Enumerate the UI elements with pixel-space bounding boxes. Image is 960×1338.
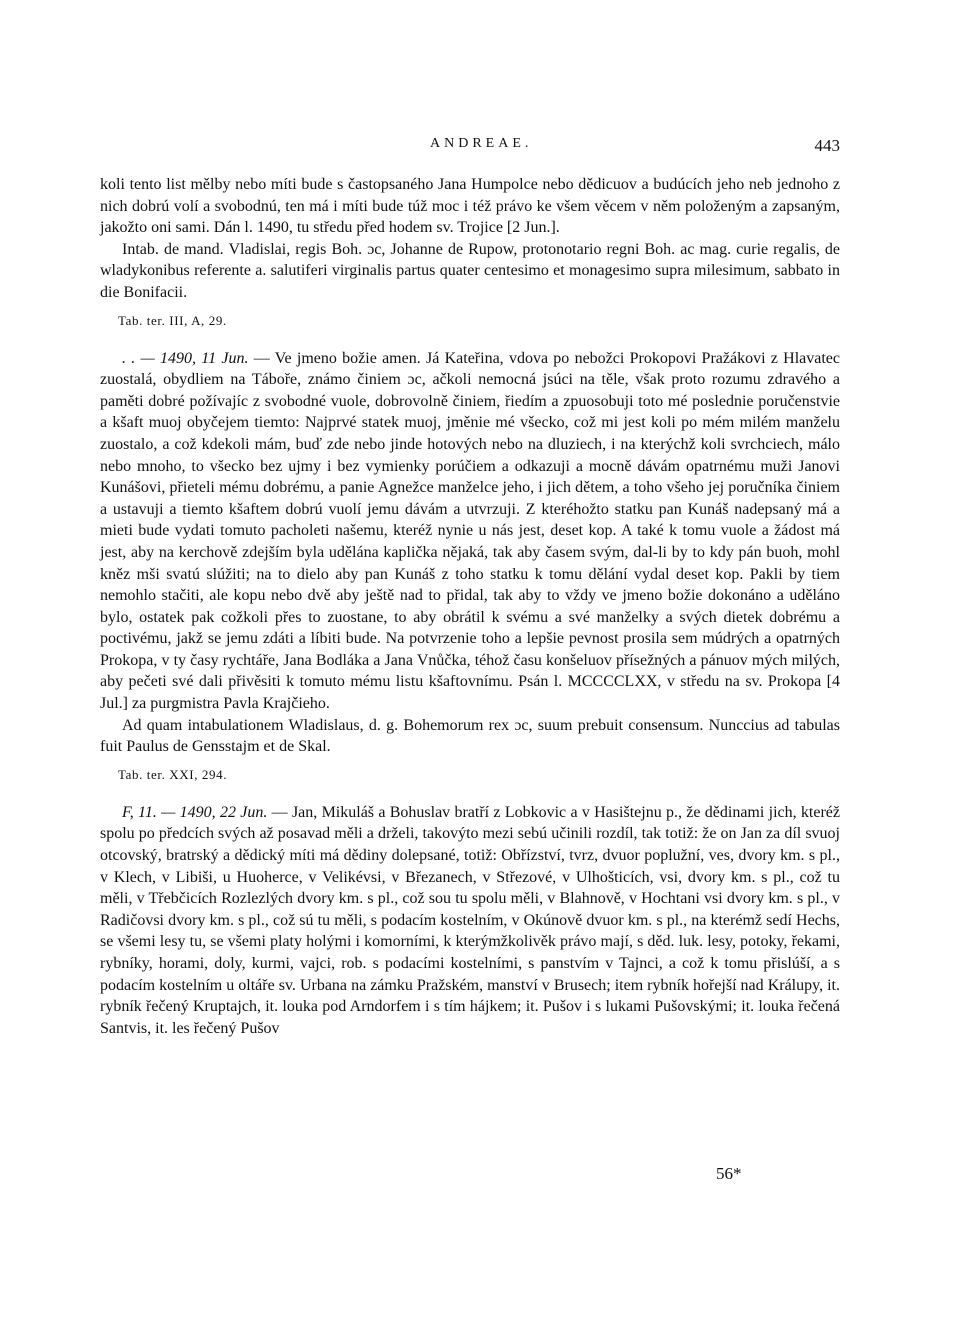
page-header xyxy=(100,130,840,156)
entry-paragraph xyxy=(100,348,840,715)
entry-date-heading: . . — 1490, 11 Jun. xyxy=(122,349,249,367)
page-body xyxy=(100,174,840,1039)
intabulation-note: Ad quam intabulationem Wladislaus, d. g. Bohemorum rex ɔc, suum prebuit consensum. Nunccius ad tabulas fuit Paulus de Gensstajm et de Skal. xyxy=(100,716,840,756)
entry-paragraph xyxy=(100,802,840,1040)
entry-continuation-paragraph: koli tento list mělby nebo míti bude s častopsaného Jana Humpolce nebo dědicuov a budúcích jeho neb jednoho z nich dobrú volí a svobodnú, ten má i míti bude túž moc i též právo ke všem věcem v něm položeným a zapsaným, jakožto oni sami. Dán l. 1490, tu středu před hodem sv. Trojice [2 Jun.]. xyxy=(100,176,840,237)
running-head: ANDREAE. xyxy=(430,136,533,151)
entry-text: — Jan, Mikuláš a Bohuslav bratří z Lobkovic a v Hasištejnu p., že dědinami jich, kteréž spolu po předcích svých až posavad měli a drželi, takovýto mezi sebú učinili rozdíl, tak totiž: že on Jan za díl svuoj otcovský, bratrský a dědický míti má dědiny dolepsané, totiž: Obřízství, tvrz, dvuor poplužní, ves, dvory km. s pl., v Klech, v Libiši, u Huoherce, v Velikévsi, v Březanech, v Střezové, v Ulhošticích, vsi, dvory km. s pl., což tu měli, v Třebčicích Rozlezlých dvory km. s pl., což sou tu spolu měli, v Blahnově, v Hochtani vsi dvory km. s pl., v Radičovsi dvory km. s pl., což sú tu měli, s podacím kostelním, v Okúnově dvuor km. s pl., na kterémž sedí Hechs, se všemi lesy tu, se všemi platy holými i komorními, k kterýmžkolivěk právo mají, s děd. luk. lesy, potoky, řekami, rybníky, horami, doly, kurmi, vajci, rob. s podacími kostelními, s panstvím v Tajnci, a což k tomu přislúší, a s podacím kostelním u oltáře sv. Urbana na zámku Pražském, manství v Brusech; item rybník hořejší nad Králupy, it. rybník řečený Kruptajch, it. louka pod Arndorfem i s tím hájkem; it. Pušov i s lukami Pušovskými; it. louka řečená Santvis, it. les řečený Pušov xyxy=(100,803,840,1037)
archive-reference: Tab. ter. III, A, 29. xyxy=(118,312,227,328)
page-number: 443 xyxy=(814,136,840,155)
entry-text: — Ve jmeno božie amen. Já Kateřina, vdova po nebožci Prokopovi Pražákovi z Hlavatec zuostalá, obydliem na Táboře, známo činiem ɔc, ačkoli nemocná jsúci na těle, však proto rozumu zdravého a paměti dobré požívajíc z svobodné vuole, dobrovolně činiem, řiedím a zpuosobuji toto mé poslednie poručenstvie a kšaft muoj obyčejem tiemto: Najprvé statek muoj, jměnie mé všecko, což mi jest koli po mém milém manželu zuostalo, a což kdekoli mám, buď zde nebo jinde hotových nebo na dluziech, i na kterýchž koli svrchciech, málo nebo mnoho, to všecko bez ujmy i bez vymienky porúčiem a odkazuji a mocně dávám opatrnému muži Janovi Kunášovi, přieteli mému dobrému, a panie Agnežce manželce jeho, i jich dětem, a toho všeho jej poručníka činiem a ustavuji a tiemto kšaftem dobrú vuolí jemu dávám a utvrzuji. Z kteréhožto statku pan Kunáš nadepsaný má a mieti bude vydati tomuto pacholeti našemu, kteréž nynie u nás jest, deset kop. A také k tomu vuole a žádost má jest, aby na kerchově zdejším byla udělána kaplička nějaká, tak aby časem svým, dal-li by to kdy pán buoh, mohl kněz mši svatú slúžiti; na to dielo aby pan Kunáš z toho statku k tomu dělání vydal deset kop. Pakli by tiem nemohlo stačiti, ale kopu nebo dvě aby ještě nad to přidal, tak aby to vždy ve jmeno božie dokonáno a uděláno bylo, ostatek pak cožkoli přes to zuostane, to aby obrátil k svému a své manželky a svých dietek dobrému a poctivému, jakž se jemu zdáti a líbiti bude. Na potvrzenie toho a lepšie pevnost prosila sem múdrých a opatrných Prokopa, v ty časy rychtáře, Jana Bodláka a Jana Vnůčka, téhož času konšeluov přísežných a pánuov mých milých, aby pečeti své dali přivěsiti k tomuto mému listu kšaftovnímu. Psán l. MCCCCLXX, v středu na sv. Prokopa [4 Jul.] za purgmistra Pavla Krajčieho. xyxy=(100,349,841,713)
entry-date-heading: F, 11. — 1490, 22 Jun. xyxy=(122,803,268,821)
signature-mark: 56* xyxy=(716,1164,742,1183)
archive-reference: Tab. ter. XXI, 294. xyxy=(118,766,228,782)
intabulation-note: Intab. de mand. Vladislai, regis Boh. ɔc, Johanne de Rupow, protonotario regni Boh. ac mag. curie regalis, de wladykonibus referente a. salutiferi virginalis partus quater centesimo et monagesimo supra milesimum, sabbato in die Bonifacii. xyxy=(100,240,840,301)
